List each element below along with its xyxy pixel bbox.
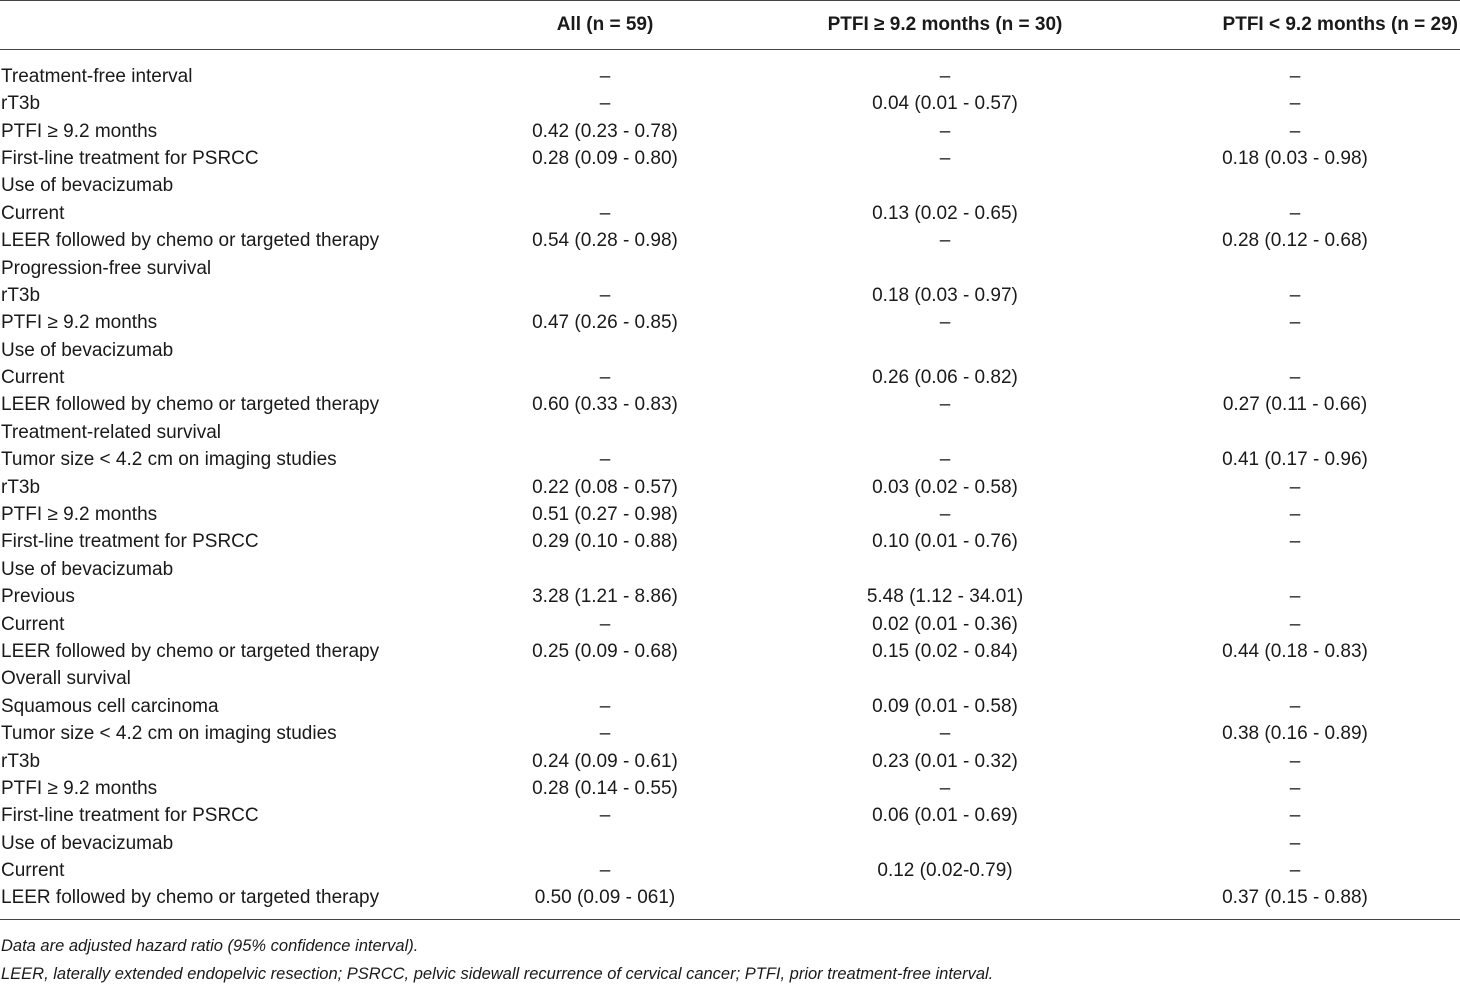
table-row	[0, 391, 1460, 418]
cell-ptfi-lt: 0.38 (0.16 - 0.89)	[1222, 723, 1368, 745]
cell-all: 0.29 (0.10 - 0.88)	[532, 531, 678, 553]
table-row	[0, 802, 1460, 829]
row-label: Treatment-free interval	[1, 66, 193, 87]
cell-all	[450, 556, 760, 583]
cell-all: –	[599, 367, 611, 389]
cell-ptfi-lt: 0.27 (0.11 - 0.66)	[1222, 394, 1368, 416]
cell-all: –	[599, 723, 611, 745]
row-label: Use of bevacizumab	[1, 339, 174, 361]
table-row	[0, 227, 1460, 254]
cell-ptfi-lt: –	[1289, 93, 1301, 115]
row-label: PTFI ≥ 9.2 months	[1, 504, 158, 526]
cell-all: 0.25 (0.09 - 0.68)	[532, 641, 678, 662]
cell-ptfi-ge: –	[939, 723, 951, 745]
table-row	[0, 528, 1460, 555]
cell-ptfi-ge: 0.23 (0.01 - 0.32)	[872, 750, 1018, 772]
cell-ptfi-lt: –	[1289, 120, 1301, 142]
row-label: Tumor size < 4.2 cm on imaging studies	[1, 449, 337, 471]
cell-ptfi-ge	[760, 172, 1130, 199]
cell-ptfi-lt: 0.37 (0.15 - 0.88)	[1222, 887, 1368, 909]
row-label: LEER followed by chemo or targeted therapy	[1, 230, 380, 252]
row-label: First-line treatment for PSRCC	[1, 805, 259, 827]
cell-all	[450, 254, 760, 281]
table-row	[0, 309, 1460, 336]
row-label: Current	[1, 202, 65, 224]
cell-ptfi-ge: 0.10 (0.01 - 0.76)	[872, 531, 1018, 553]
cell-all: 0.22 (0.08 - 0.57)	[532, 476, 678, 498]
row-label: Use of bevacizumab	[1, 558, 174, 580]
cell-ptfi-ge: 0.06 (0.01 - 0.69)	[872, 805, 1018, 827]
table-row	[0, 556, 1460, 583]
row-label: LEER followed by chemo or targeted therapy	[1, 394, 380, 416]
cell-ptfi-ge: 0.13 (0.02 - 0.65)	[872, 202, 1018, 224]
table-row	[0, 884, 1460, 920]
row-label: First-line treatment for PSRCC	[1, 531, 259, 553]
cell-ptfi-lt: 0.18 (0.03 - 0.98)	[1222, 147, 1368, 169]
table-row	[0, 473, 1460, 500]
cell-ptfi-ge	[760, 884, 1130, 920]
table-row	[0, 254, 1460, 281]
cell-all: –	[599, 202, 611, 224]
cell-all: 3.28 (1.21 - 8.86)	[532, 586, 678, 608]
cell-ptfi-lt: –	[1289, 66, 1301, 87]
footnote-abbreviations: LEER, laterally extended endopelvic resection; PSRCC, pelvic sidewall recurrence of cervical cancer; PTFI, prior treatment-free interval.	[1, 965, 994, 983]
row-label: Current	[1, 860, 65, 882]
cell-ptfi-lt: –	[1289, 202, 1301, 224]
row-label: PTFI ≥ 9.2 months	[1, 312, 158, 334]
cell-ptfi-ge	[760, 337, 1130, 364]
cell-ptfi-ge: –	[939, 230, 951, 252]
cell-all: 0.50 (0.09 - 061)	[534, 887, 676, 909]
table-row	[0, 665, 1460, 692]
cell-ptfi-lt	[1130, 556, 1460, 583]
cell-ptfi-lt	[1130, 172, 1460, 199]
row-label: PTFI ≥ 9.2 months	[1, 777, 158, 799]
table-footnotes	[1, 932, 993, 988]
table-row	[0, 200, 1460, 227]
cell-ptfi-lt	[1130, 337, 1460, 364]
cell-all	[450, 337, 760, 364]
footnote-data-description: Data are adjusted hazard ratio (95% confidence interval).	[1, 937, 419, 955]
cell-all: –	[599, 449, 611, 471]
header-variable	[0, 1, 450, 50]
table-row	[0, 610, 1460, 637]
cell-ptfi-ge: –	[939, 449, 951, 471]
row-label: Squamous cell carcinoma	[1, 695, 219, 717]
cell-ptfi-lt: 0.41 (0.17 - 0.96)	[1222, 449, 1368, 471]
cell-all: –	[599, 805, 611, 827]
cell-ptfi-lt: –	[1289, 860, 1301, 882]
table-row	[0, 117, 1460, 144]
cell-all: –	[599, 66, 611, 87]
cell-ptfi-ge: 0.02 (0.01 - 0.36)	[872, 613, 1018, 635]
cell-ptfi-ge	[760, 254, 1130, 281]
table-row	[0, 172, 1460, 199]
row-label: rT3b	[1, 476, 41, 498]
row-label: rT3b	[1, 93, 41, 115]
row-label: Treatment-related survival	[1, 421, 221, 443]
table-row	[0, 419, 1460, 446]
header-all: All (n = 59)	[556, 14, 654, 35]
cell-all: 0.51 (0.27 - 0.98)	[532, 504, 678, 526]
cell-ptfi-lt: –	[1289, 613, 1301, 635]
cell-ptfi-lt: –	[1289, 284, 1301, 306]
cell-ptfi-ge	[760, 556, 1130, 583]
cell-ptfi-lt: –	[1289, 805, 1301, 827]
cell-ptfi-ge	[760, 419, 1130, 446]
cell-ptfi-ge: 0.18 (0.03 - 0.97)	[872, 284, 1018, 306]
header-ptfi-ge: PTFI ≥ 9.2 months (n = 30)	[827, 14, 1063, 35]
cell-ptfi-lt: –	[1289, 504, 1301, 526]
cell-all: 0.28 (0.09 - 0.80)	[532, 147, 678, 169]
cell-ptfi-lt: –	[1289, 476, 1301, 498]
table-row	[0, 364, 1460, 391]
table-row	[0, 583, 1460, 610]
cell-ptfi-lt: –	[1289, 531, 1301, 553]
table-row	[0, 747, 1460, 774]
cell-ptfi-ge: 0.15 (0.02 - 0.84)	[872, 641, 1018, 662]
cell-ptfi-lt: –	[1289, 777, 1301, 799]
table-row	[0, 720, 1460, 747]
row-label: First-line treatment for PSRCC	[1, 147, 259, 169]
cell-all	[450, 830, 760, 857]
cell-ptfi-lt: –	[1289, 312, 1301, 334]
cell-all: 0.42 (0.23 - 0.78)	[532, 120, 678, 142]
cell-ptfi-ge: 0.12 (0.02-0.79)	[877, 860, 1013, 882]
cell-all	[450, 419, 760, 446]
row-label: Progression-free survival	[1, 257, 212, 279]
row-label: Use of bevacizumab	[1, 175, 174, 197]
cell-ptfi-lt: –	[1289, 367, 1301, 389]
cell-ptfi-lt: –	[1289, 586, 1301, 608]
table-row	[0, 50, 1460, 91]
cell-ptfi-ge: 5.48 (1.12 - 34.01)	[866, 586, 1024, 608]
cell-ptfi-lt	[1130, 419, 1460, 446]
cell-ptfi-ge: 0.03 (0.02 - 0.58)	[872, 476, 1018, 498]
table-row	[0, 282, 1460, 309]
cell-ptfi-ge: –	[939, 147, 951, 169]
cell-ptfi-ge: 0.09 (0.01 - 0.58)	[872, 695, 1018, 717]
row-label: rT3b	[1, 284, 41, 306]
table-row	[0, 90, 1460, 117]
cell-ptfi-ge: –	[939, 777, 951, 799]
table-row	[0, 446, 1460, 473]
cell-all: 0.28 (0.14 - 0.55)	[532, 777, 678, 799]
table-row	[0, 145, 1460, 172]
table-header-row	[0, 1, 1460, 50]
row-label: Overall survival	[1, 668, 131, 690]
row-label: rT3b	[1, 750, 41, 772]
cell-all	[450, 172, 760, 199]
table-row	[0, 857, 1460, 884]
row-label: Current	[1, 367, 65, 389]
cell-ptfi-lt: –	[1289, 832, 1301, 854]
row-label: LEER followed by chemo or targeted therapy	[1, 887, 380, 909]
table-row	[0, 693, 1460, 720]
cell-ptfi-ge: –	[939, 120, 951, 142]
cell-ptfi-ge	[760, 830, 1130, 857]
cell-all: –	[599, 860, 611, 882]
cell-ptfi-ge: –	[939, 394, 951, 416]
table-row	[0, 638, 1460, 665]
cell-ptfi-ge: –	[939, 66, 951, 87]
cell-ptfi-ge: 0.04 (0.01 - 0.57)	[872, 93, 1018, 115]
cell-all: –	[599, 93, 611, 115]
cell-ptfi-lt: –	[1289, 695, 1301, 717]
cell-ptfi-ge: 0.26 (0.06 - 0.82)	[872, 367, 1018, 389]
row-label: Use of bevacizumab	[1, 832, 174, 854]
table-row	[0, 337, 1460, 364]
cell-ptfi-lt: 0.28 (0.12 - 0.68)	[1222, 230, 1368, 252]
cell-all: 0.54 (0.28 - 0.98)	[532, 230, 678, 252]
cell-ptfi-lt: –	[1289, 750, 1301, 772]
row-label: Previous	[1, 586, 75, 608]
table-row	[0, 501, 1460, 528]
cell-all: –	[599, 284, 611, 306]
cell-all: 0.47 (0.26 - 0.85)	[532, 312, 678, 334]
header-ptfi-lt: PTFI < 9.2 months (n = 29)	[1222, 14, 1458, 35]
table-row	[0, 775, 1460, 802]
cell-ptfi-ge	[760, 665, 1130, 692]
cell-all	[450, 665, 760, 692]
table-body	[0, 50, 1460, 920]
table-row	[0, 830, 1460, 857]
cell-all: 0.60 (0.33 - 0.83)	[532, 394, 678, 416]
cell-ptfi-ge: –	[939, 312, 951, 334]
cell-all: –	[599, 613, 611, 635]
cell-ptfi-lt	[1130, 254, 1460, 281]
cell-all: 0.24 (0.09 - 0.61)	[532, 750, 678, 772]
cell-all: –	[599, 695, 611, 717]
cell-ptfi-lt: 0.44 (0.18 - 0.83)	[1222, 641, 1368, 662]
row-label: Tumor size < 4.2 cm on imaging studies	[1, 723, 337, 745]
cell-ptfi-ge: –	[939, 504, 951, 526]
row-label: Current	[1, 613, 65, 635]
row-label: LEER followed by chemo or targeted therapy	[1, 641, 380, 662]
row-label: PTFI ≥ 9.2 months	[1, 120, 158, 142]
cell-ptfi-lt	[1130, 665, 1460, 692]
